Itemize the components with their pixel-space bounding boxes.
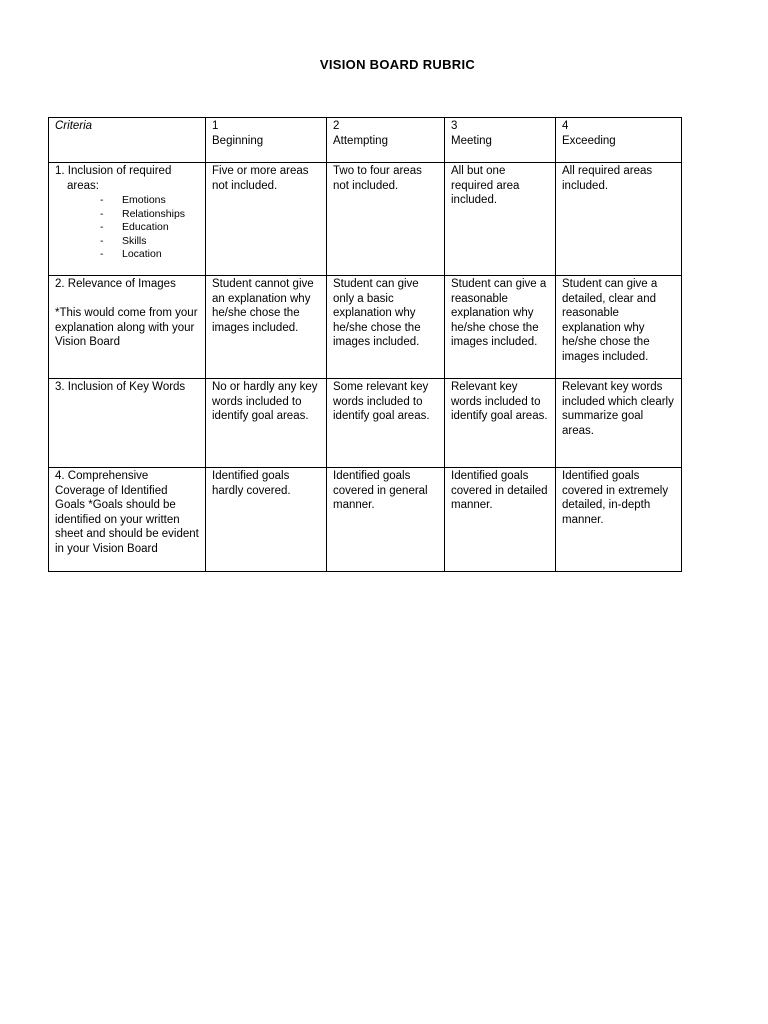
rubric-cell: Relevant key words included to identify goal areas. [445, 379, 556, 468]
list-item: - Skills [100, 235, 200, 249]
rubric-cell: Identified goals covered in detailed manner. [445, 468, 556, 572]
level-name: Attempting [333, 134, 388, 147]
table-row [49, 276, 682, 379]
rubric-cell: Student can give only a basic explanation why he/she chose the images included. [327, 276, 445, 379]
list-item: - Emotions [100, 194, 200, 208]
list-item: - Education [100, 221, 200, 235]
required-areas-list [55, 194, 200, 262]
table-row [49, 379, 682, 468]
rubric-cell: Student can give a detailed, clear and reasonable explanation why he/she chose the images included. [556, 276, 682, 379]
level-header-4 [556, 118, 682, 163]
criterion-title: 1. Inclusion of required [55, 165, 172, 177]
criterion-cell [49, 163, 206, 276]
spacer [55, 292, 200, 307]
criterion-note: *This would come from your explanation along with your Vision Board [55, 307, 198, 349]
rubric-cell: All but one required area included. [445, 163, 556, 276]
rubric-cell: Student can give a reasonable explanation why he/she chose the images included. [445, 276, 556, 379]
level-number: 4 [562, 120, 569, 132]
list-item: - Relationships [100, 208, 200, 222]
list-item: - Location [100, 248, 200, 262]
rubric-cell: Relevant key words included which clearly summarize goal areas. [556, 379, 682, 468]
rubric-cell: All required areas included. [556, 163, 682, 276]
level-number: 2 [333, 120, 340, 132]
rubric-cell: Identified goals hardly covered. [206, 468, 327, 572]
header-row [49, 118, 682, 163]
criterion-cell [49, 276, 206, 379]
level-header-1 [206, 118, 327, 163]
level-header-3 [445, 118, 556, 163]
table-row [49, 163, 682, 276]
level-name: Exceeding [562, 134, 616, 147]
rubric-cell: No or hardly any key words included to identify goal areas. [206, 379, 327, 468]
level-name: Beginning [212, 134, 264, 147]
criterion-cell: 4. Comprehensive Coverage of Identified Goals *Goals should be identified on your written sheet and should be evident in your Vision Board [49, 468, 206, 572]
rubric-cell: Some relevant key words included to identify goal areas. [327, 379, 445, 468]
rubric-cell: Student cannot give an explanation why he/she chose the images included. [206, 276, 327, 379]
rubric-cell: Five or more areas not included. [206, 163, 327, 276]
document-title: VISION BOARD RUBRIC [319, 57, 476, 72]
criteria-header: Criteria [49, 118, 206, 163]
level-name: Meeting [451, 134, 492, 147]
rubric-cell: Identified goals covered in extremely detailed, in-depth manner. [556, 468, 682, 572]
criterion-cell: 3. Inclusion of Key Words [49, 379, 206, 468]
level-number: 3 [451, 120, 458, 132]
criterion-title: 2. Relevance of Images [55, 278, 176, 290]
rubric-cell: Two to four areas not included. [327, 163, 445, 276]
level-number: 1 [212, 120, 219, 132]
rubric-cell: Identified goals covered in general manner. [327, 468, 445, 572]
criterion-title-cont: areas: [67, 179, 99, 192]
table-row [49, 468, 682, 572]
rubric-table [48, 117, 682, 572]
level-header-2 [327, 118, 445, 163]
